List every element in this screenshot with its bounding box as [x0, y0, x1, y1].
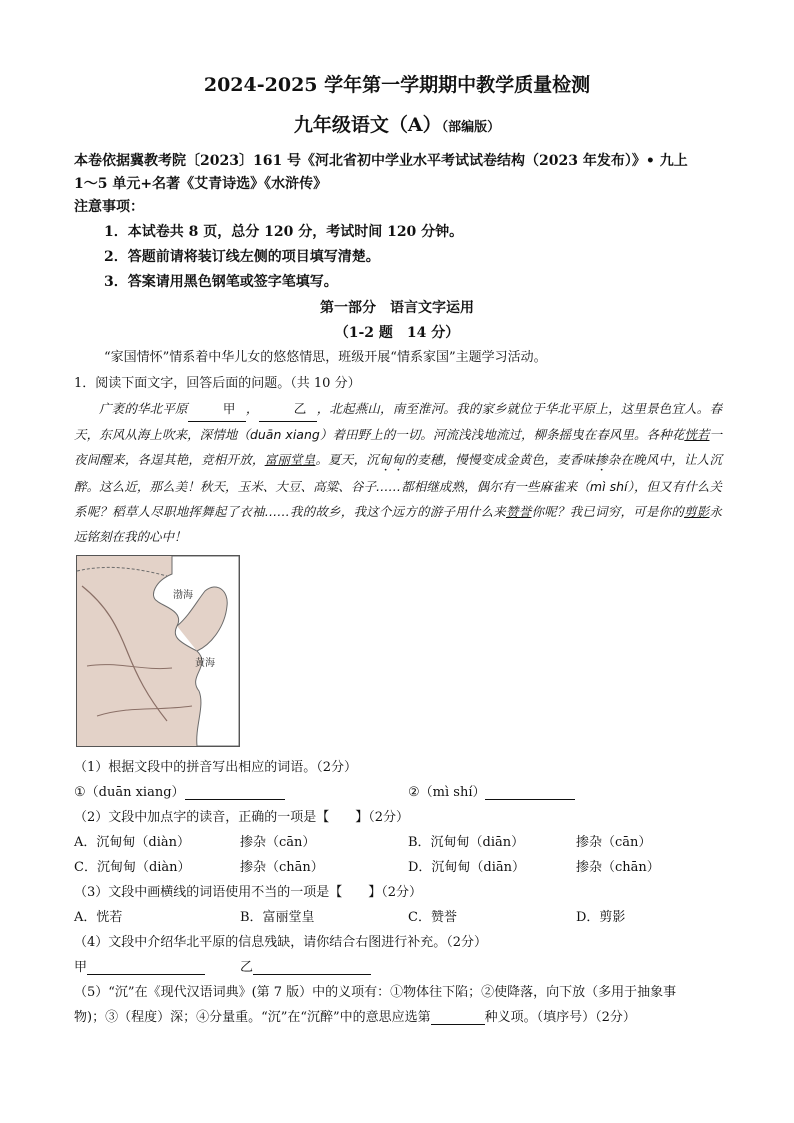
- sub3-option-b: B．富丽堂皇: [240, 910, 315, 925]
- sub2-option-c-2: 掺杂（chān）: [240, 860, 324, 875]
- sub4-jia: [74, 956, 205, 975]
- sub3-option-a: A．恍若: [74, 910, 123, 925]
- sub2-option-a: A．沉甸甸（diàn）: [74, 835, 190, 850]
- passage-text: 的麦穗，慢慢变成金黄色，麦香味: [404, 452, 596, 467]
- passage-text: ，: [245, 401, 259, 416]
- notice-item: 2．答题前请将装订线左侧的项目填写清楚。: [104, 249, 380, 265]
- section-lead: “家国情怀”情系着中华儿女的悠悠情思，班级开展“情系家国”主题学习活动。: [104, 350, 547, 365]
- passage-text: 广袤的华北平原: [99, 401, 188, 416]
- sub1-b-answer-line[interactable]: [485, 799, 575, 800]
- sub3-option-d: D．剪影: [576, 910, 626, 925]
- sub2-option-c: C．沉甸甸（diàn）: [74, 860, 191, 875]
- sub1-stem: （1）根据文段中的拼音写出相应的词语。（2分）: [74, 760, 358, 775]
- map-label-huanghai: 黄海: [195, 658, 215, 669]
- sub1-a-answer-line[interactable]: [185, 799, 285, 800]
- passage-text: 一夜间醒来，各逞其艳，竞相开放，: [74, 427, 722, 467]
- underlined-word: 剪影: [684, 504, 710, 519]
- sub2-option-d: D．沉甸甸（diān）: [408, 860, 526, 875]
- passage-text: 。夏天，沉: [315, 452, 380, 467]
- question-1-stem: 1．阅读下面文字，回答后面的问题。（共 10 分）: [74, 376, 361, 391]
- blank-yi: 乙: [259, 396, 317, 422]
- sub4-jia-label: 甲: [74, 960, 88, 975]
- map-label-bohai: 渤海: [173, 590, 193, 601]
- underlined-word: 赞誉: [506, 504, 532, 519]
- edition-label: （部编版）: [441, 120, 501, 135]
- underlined-word: 富丽堂皇: [264, 452, 316, 467]
- sub1-a-label: ①（duān xiang）: [74, 785, 185, 800]
- sub1-b-label: ②（mì shí）: [408, 785, 486, 800]
- sub4-jia-answer-line[interactable]: [87, 974, 205, 975]
- sub2-option-d-2: 掺杂（chān）: [576, 860, 660, 875]
- passage-text: 你呢？我已词穷，可是你的: [531, 504, 685, 519]
- sub4-stem: （4）文段中介绍华北平原的信息残缺，请你结合右图进行补充。（2分）: [74, 935, 488, 950]
- passage-text: 永远铭刻在我的心中！: [74, 504, 722, 544]
- sub5-text: 种义项。（填序号）（2分）: [484, 1010, 636, 1025]
- sub3-option-c: C．赞誉: [408, 910, 457, 925]
- passage-text: ，北起燕山，南至淮河。我的家乡就位于华北平原上，这里景色宜人。春天，东风从海上吹来，深情地（duān xiang）着田野上的一切。河流浅浅地流过，柳条摇曳在春风里。各种花: [74, 401, 722, 442]
- sub4-yi-label: 乙: [240, 960, 254, 975]
- subject-label: 九年级语文（A）: [293, 114, 442, 136]
- sub2-option-b-2: 掺杂（cān）: [576, 835, 652, 850]
- blank-jia: 甲: [188, 396, 246, 422]
- sub2-option-b: B．沉甸甸（diān）: [408, 835, 525, 850]
- sub5-text: 物)；③（程度）深；④分量重。“沉”在“沉醉”中的意思应选第: [74, 1010, 431, 1025]
- passage-text: 杂在晚风中，让人沉醉。这么近，那么美！秋天，玉米、大豆、高粱、谷子……都相继成熟，偶尔有一些麻雀来（mì shí），但又有什么关系呢？稻草人尽职地挥舞起了衣袖……我的故乡，我这个远方的游子用什么来: [74, 452, 722, 519]
- map-graphic: [77, 556, 239, 746]
- notice-heading: 注意事项：: [74, 199, 144, 215]
- reading-passage: [74, 396, 722, 549]
- exam-subtitle: [0, 110, 794, 137]
- sub2-stem: （2）文段中加点字的读音，正确的一项是【 】（2分）: [74, 810, 410, 825]
- notice-item: 3．答案请用黑色钢笔或签字笔填写。: [104, 274, 338, 290]
- dotted-word: 甸甸: [379, 452, 405, 467]
- section-title: 第一部分 语言文字运用: [320, 300, 474, 316]
- exam-title: 2024-2025 学年第一学期期中教学质量检测: [203, 74, 591, 96]
- sub5-line-1: （5）“沉”在《现代汉语词典》(第 7 版）中的义项有：①物体往下陷；②使降落，向下放（多用于抽象事: [74, 985, 677, 1000]
- underlined-word: 恍若: [684, 427, 710, 442]
- section-range: （1-2 题 14 分）: [334, 325, 460, 341]
- basis-line-2: 1～5 单元+名著《艾青诗选》《水浒传》: [74, 176, 328, 192]
- dotted-word: 掺: [595, 452, 608, 467]
- sub5-answer-line[interactable]: [431, 1024, 485, 1025]
- north-china-plain-map: [76, 555, 240, 747]
- sub3-stem: （3）文段中画横线的词语使用不当的一项是【 】（2分）: [74, 885, 423, 900]
- sub4-yi: [240, 956, 371, 975]
- sub5-line-2: [74, 1006, 636, 1025]
- sub1-b: [408, 781, 575, 800]
- notice-item: 1．本试卷共 8 页，总分 120 分，考试时间 120 分钟。: [104, 224, 464, 240]
- sub2-option-a-2: 掺杂（cān）: [240, 835, 316, 850]
- basis-line-1: 本卷依据冀教考院〔2023〕161 号《河北省初中学业水平考试试卷结构（2023 年发布）》• 九上: [74, 153, 688, 169]
- sub4-yi-answer-line[interactable]: [253, 974, 371, 975]
- sub1-a: [74, 781, 285, 800]
